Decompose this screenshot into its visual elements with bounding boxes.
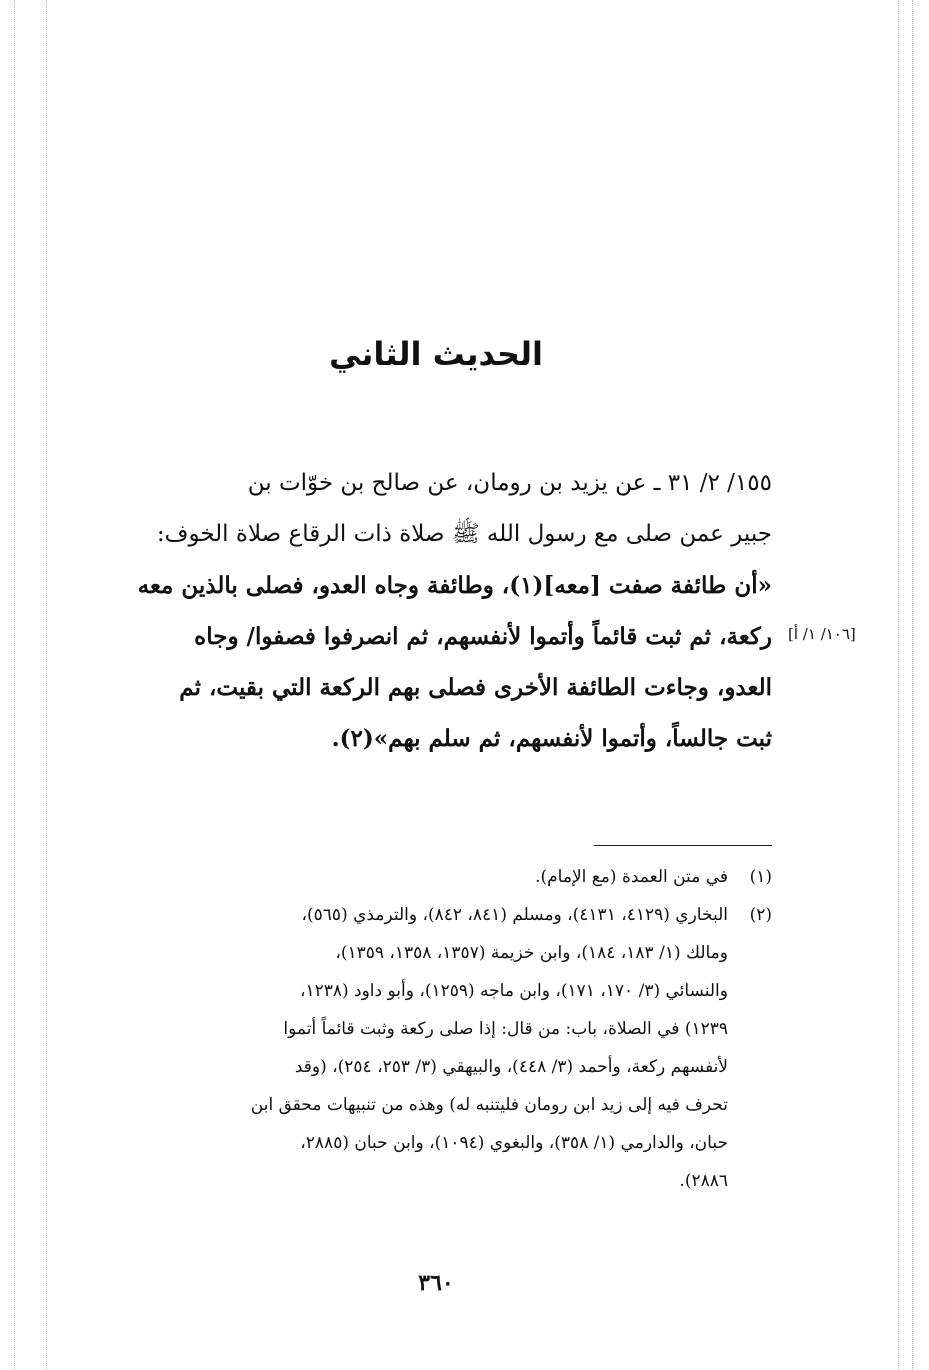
scan-edge-line: [46, 0, 47, 1370]
footnote-separator: [594, 845, 772, 846]
hadith-line: ثبت جالساً، وأتموا لأنفسهم، ثم سلم بهم»(٢).: [331, 725, 772, 752]
footnotes: [100, 858, 772, 1200]
hadith-line: ركعة، ثم ثبت قائماً وأتموا لأنفسهم، ثم انصرفوا فصفوا/ وجاه: [194, 623, 772, 650]
footnote-line: في متن العمدة (مع الإمام).: [535, 867, 728, 887]
footnote-line: والنسائي (٣/ ١٧٠، ١٧١)، وابن ماجه (١٢٥٩)، وأبو داود (١٢٣٨،: [299, 981, 728, 1001]
footnote-line: ١٢٣٩) في الصلاة، باب: من قال: إذا صلى ركعة وثبت قائماً أتموا: [283, 1019, 728, 1039]
scan-edge-line: [898, 0, 899, 1370]
manuscript-margin-reference: [١٠٦/ ١/ أ]: [788, 625, 856, 643]
footnote-line: تحرف فيه إلى زيد ابن رومان فليتنبه له) وهذه من تنبيهات محقق ابن: [250, 1095, 728, 1115]
footnote-line: البخاري (٤١٢٩، ٤١٣١)، ومسلم (٨٤١، ٨٤٢)، والترمذي (٥٦٥)،: [301, 905, 728, 925]
footnote-1: [100, 858, 772, 896]
footnote-line: ٢٨٨٦).: [679, 1171, 728, 1191]
footnote-line: لأنفسهم ركعة، وأحمد (٣/ ٤٤٨)، والبيهقي (٣/ ٢٥٣، ٢٥٤)، (وقد: [294, 1057, 728, 1077]
footnote-2: [100, 896, 772, 1200]
hadith-line: العدو، وجاءت الطائفة الأخرى فصلى بهم الركعة التي بقيت، ثم: [179, 674, 772, 701]
scan-edge-line: [14, 0, 15, 1370]
footnote-line: حبان، والدارمي (١/ ٣٥٨)، والبغوي (١٠٩٤)، وابن حبان (٢٨٨٥،: [300, 1133, 728, 1153]
footnote-number: (١): [749, 867, 772, 887]
hadith-line: ١٥٥/ ٢/ ٣١ ـ عن يزيد بن رومان، عن صالح بن خوّات بن: [247, 470, 772, 496]
hadith-text: [100, 458, 772, 764]
footnote-number: (٢): [749, 905, 772, 925]
hadith-line: «أن طائفة صفت [معه](١)، وطائفة وجاه العدو، فصلى بالذين معه: [137, 572, 772, 599]
scan-edge-line: [912, 0, 913, 1370]
footnote-line: ومالك (١/ ١٨٣، ١٨٤)، وابن خزيمة (١٣٥٧، ١٣٥٨، ١٣٥٩)،: [335, 943, 728, 963]
page-number: ٣٦٠: [418, 1270, 454, 1296]
hadith-line: جبير عمن صلى مع رسول الله ﷺ صلاة ذات الرقاع صلاة الخوف:: [156, 521, 772, 547]
chapter-title: الحديث الثاني: [328, 335, 543, 373]
